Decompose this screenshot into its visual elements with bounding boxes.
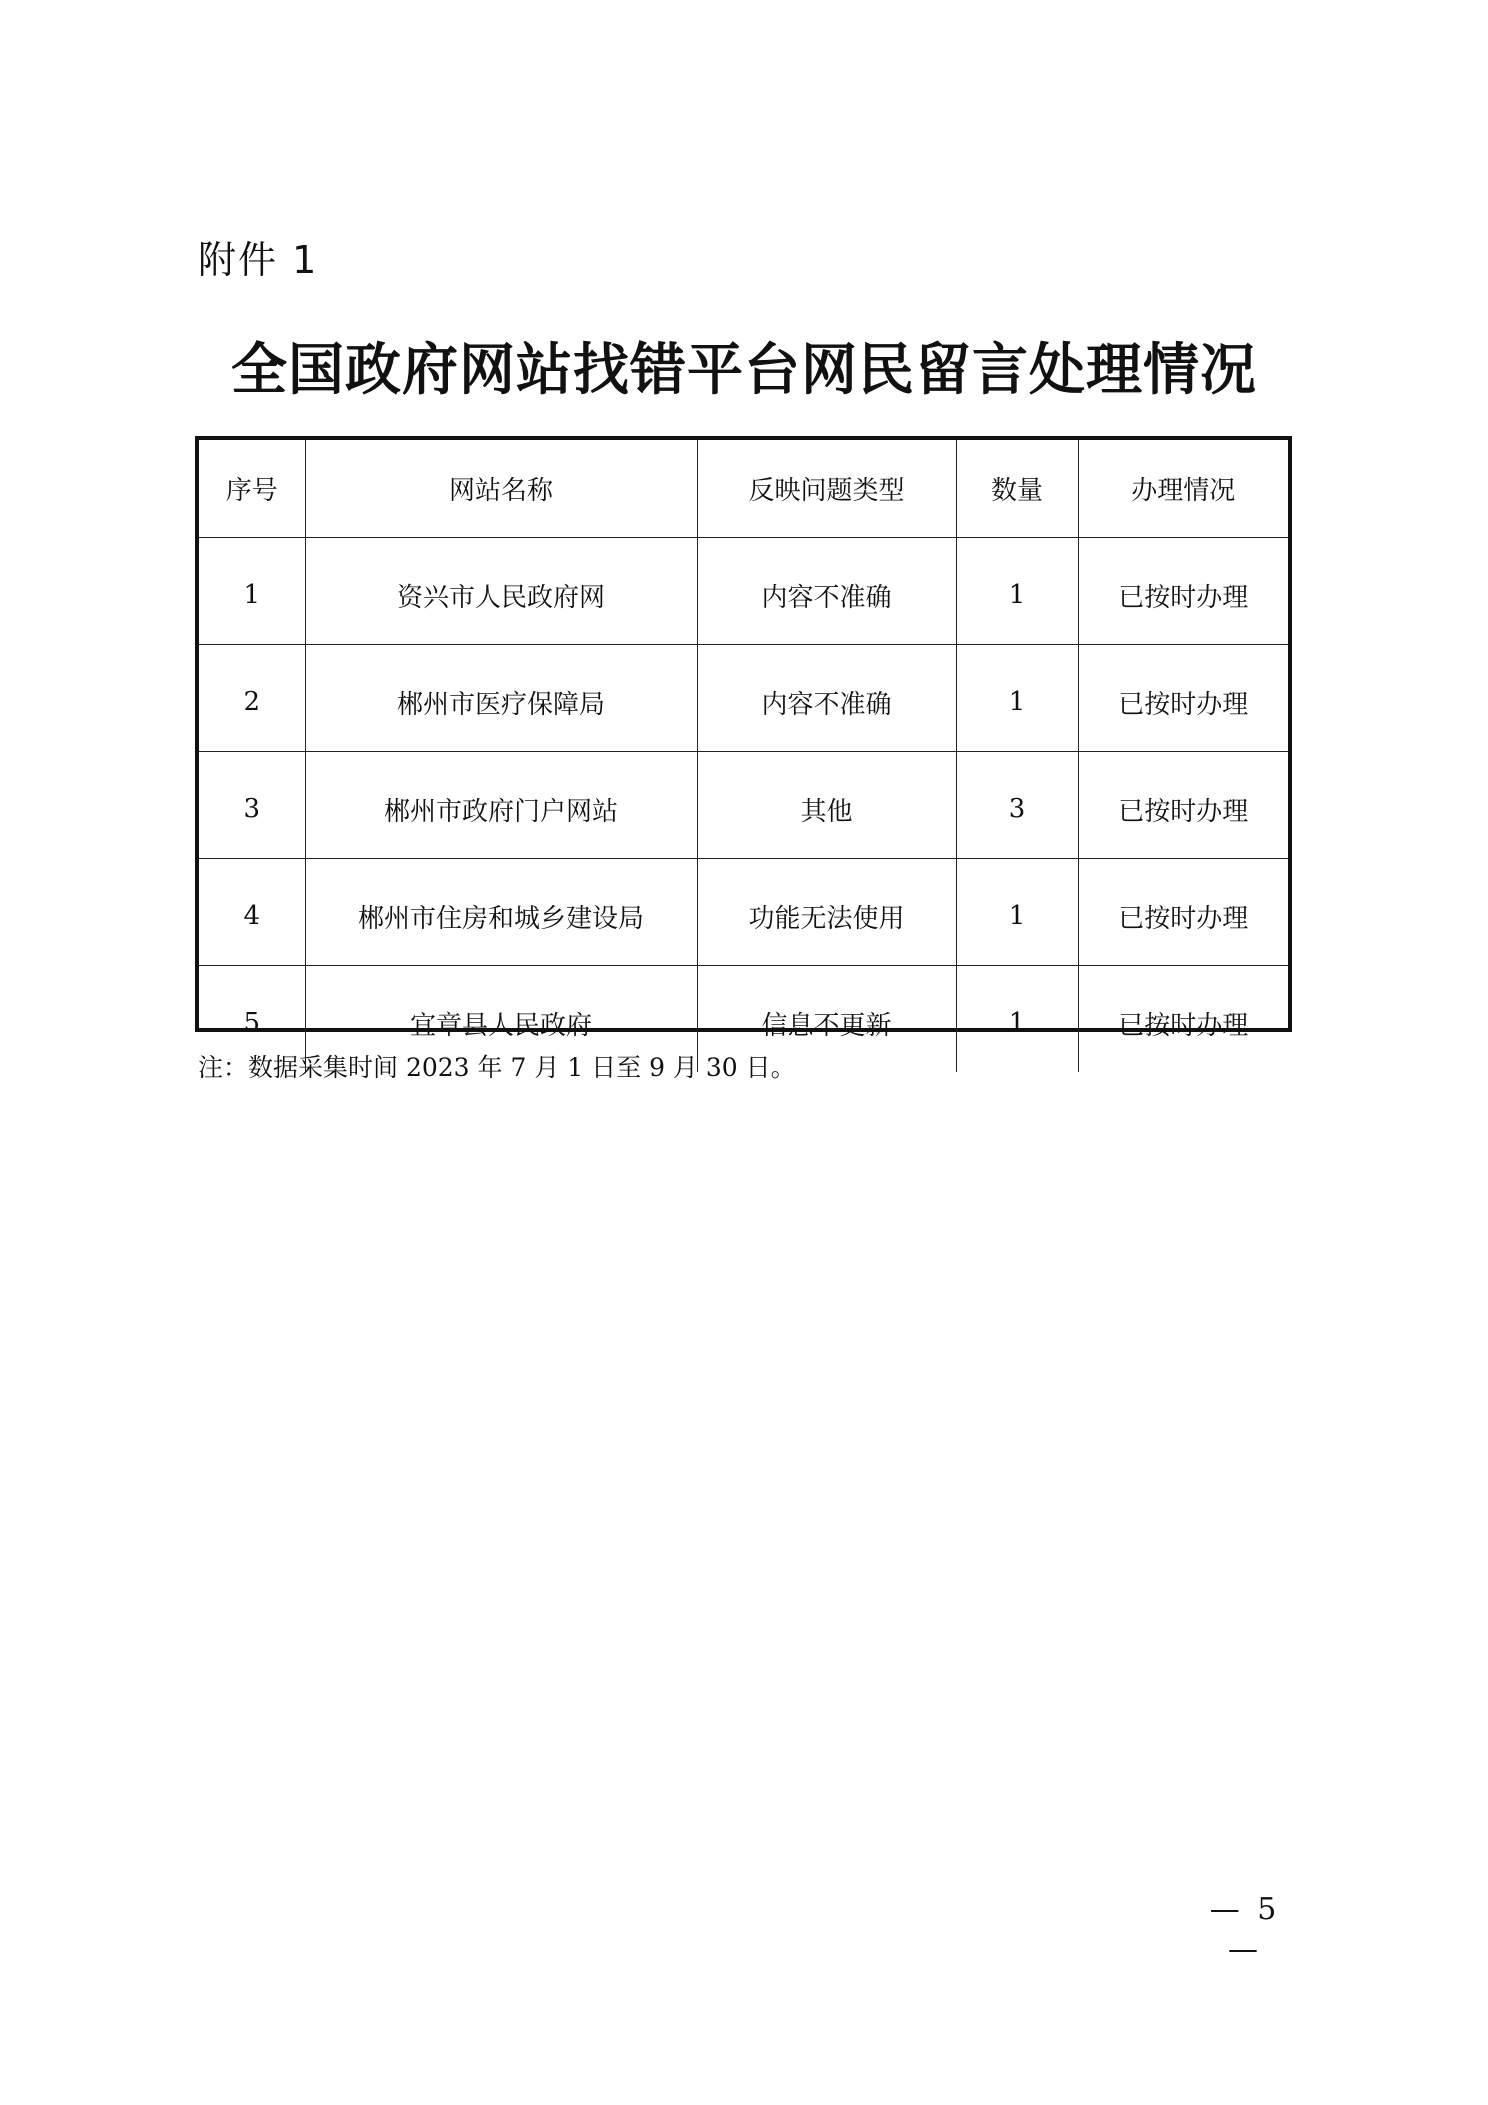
cell-site-name: 资兴市人民政府网	[305, 538, 697, 645]
table-row	[199, 538, 1288, 645]
cell-seq: 5	[199, 966, 305, 1073]
cell-count: 1	[956, 966, 1078, 1073]
table-header-row	[199, 440, 1288, 538]
cell-status: 已按时办理	[1078, 752, 1288, 859]
cell-issue-type: 功能无法使用	[697, 859, 956, 966]
cell-count: 1	[956, 538, 1078, 645]
report-table-frame	[195, 436, 1292, 1041]
cell-seq: 3	[199, 752, 305, 859]
report-table	[199, 440, 1288, 1072]
cell-seq: 4	[199, 859, 305, 966]
table-row	[199, 645, 1288, 752]
header-issue-type: 反映问题类型	[697, 440, 956, 538]
header-status: 办理情况	[1078, 440, 1288, 538]
cell-site-name: 郴州市住房和城乡建设局	[305, 859, 697, 966]
cell-issue-type: 信息不更新	[697, 966, 956, 1073]
cell-seq: 1	[199, 538, 305, 645]
table-row	[199, 752, 1288, 859]
document-title: 全国政府网站找错平台网民留言处理情况	[231, 337, 1257, 403]
attachment-label: 附件 1	[198, 238, 319, 282]
cell-site-name: 郴州市政府门户网站	[305, 752, 697, 859]
cell-site-name: 宜章县人民政府	[305, 966, 697, 1073]
page-number: — 5 —	[1209, 1892, 1281, 1967]
cell-status: 已按时办理	[1078, 966, 1288, 1073]
cell-status: 已按时办理	[1078, 859, 1288, 966]
cell-issue-type: 内容不准确	[697, 538, 956, 645]
cell-issue-type: 内容不准确	[697, 645, 956, 752]
cell-count: 1	[956, 645, 1078, 752]
cell-status: 已按时办理	[1078, 645, 1288, 752]
cell-count: 1	[956, 859, 1078, 966]
table-row	[199, 859, 1288, 966]
cell-seq: 2	[199, 645, 305, 752]
cell-issue-type: 其他	[697, 752, 956, 859]
header-count: 数量	[956, 440, 1078, 538]
cell-status: 已按时办理	[1078, 538, 1288, 645]
cell-site-name: 郴州市医疗保障局	[305, 645, 697, 752]
data-collection-footnote: 注：数据采集时间 2023 年 7 月 1 日至 9 月 30 日。	[198, 1053, 796, 1082]
cell-count: 3	[956, 752, 1078, 859]
header-site-name: 网站名称	[305, 440, 697, 538]
header-seq: 序号	[199, 440, 305, 538]
